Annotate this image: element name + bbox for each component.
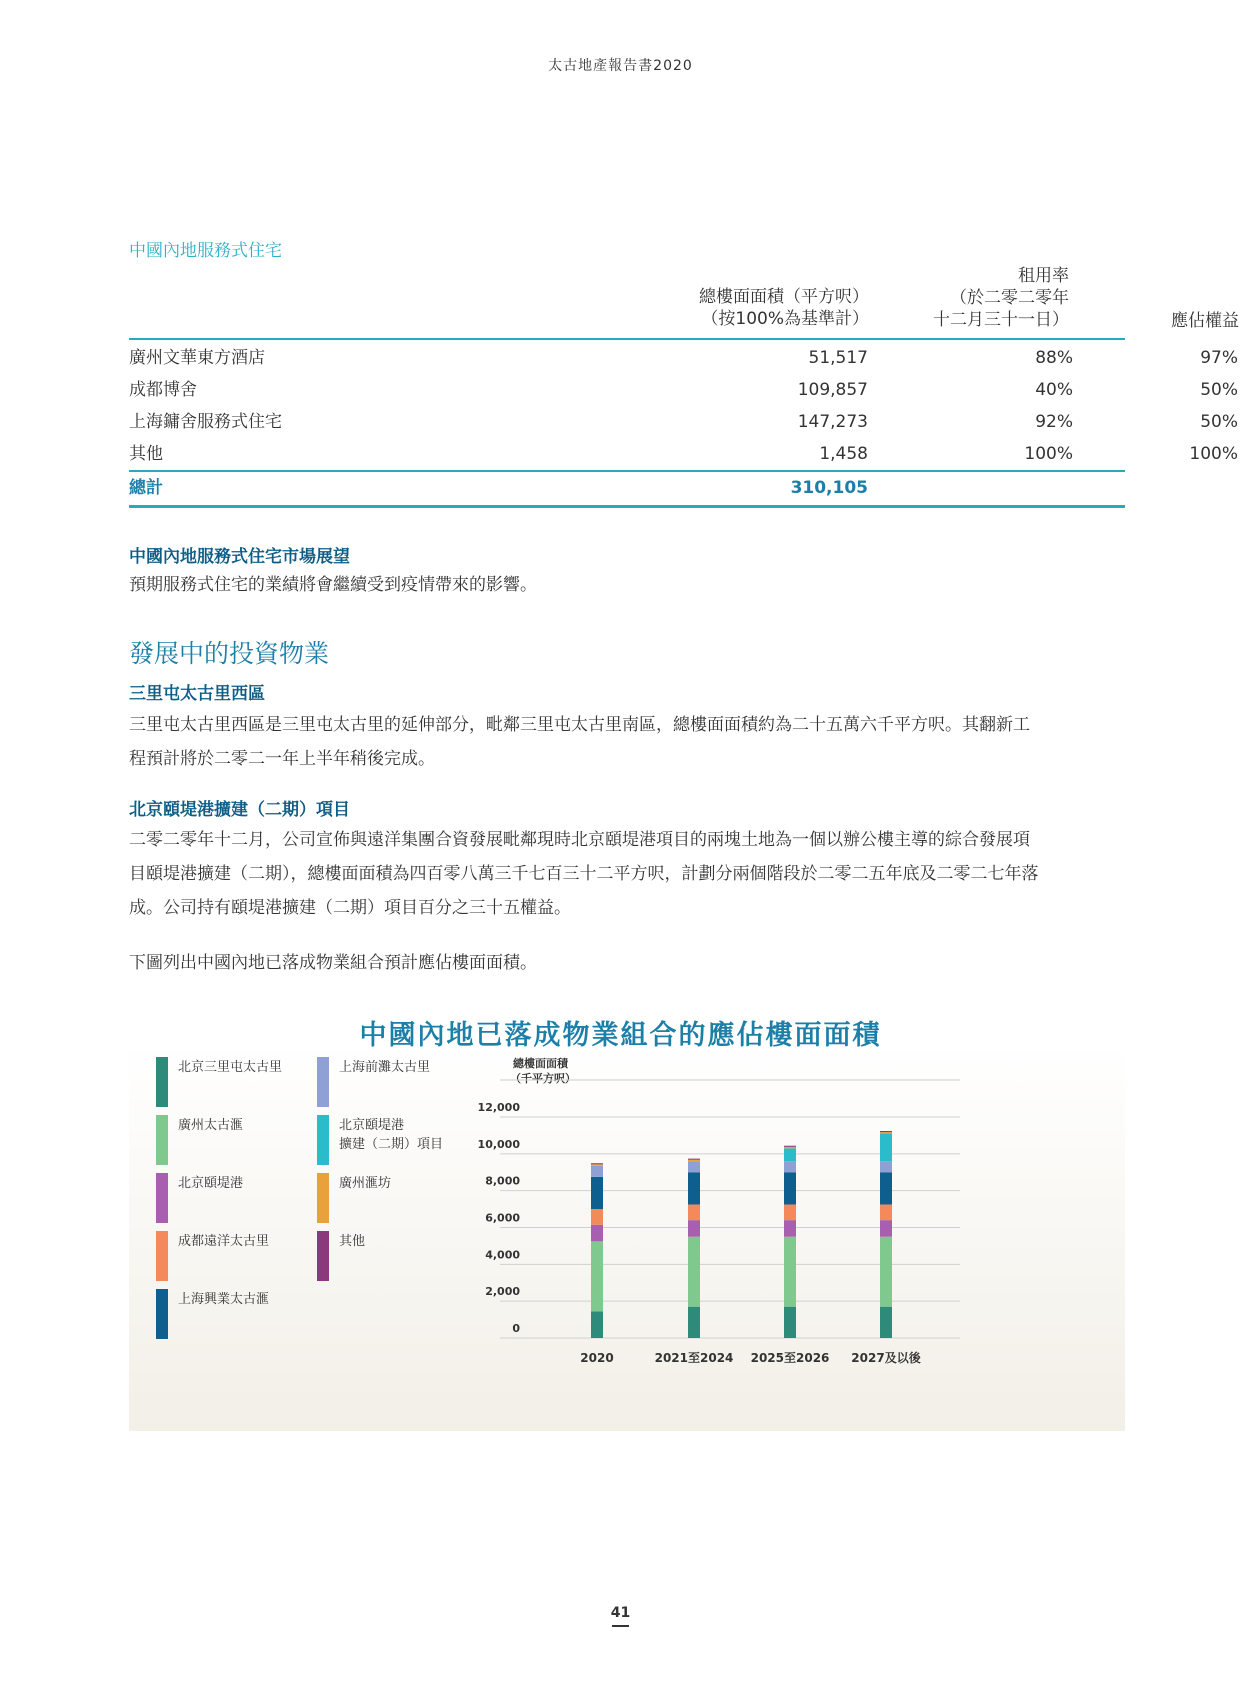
legend-label: 上海興業太古滙	[178, 1292, 270, 1307]
bar-segment	[880, 1131, 892, 1132]
column-header-gfa-line1: 總樓面面積（平方呎）	[699, 287, 869, 307]
interest-value: 100%	[1189, 444, 1238, 464]
stacked-bar-chart	[477, 1050, 1040, 1410]
paragraph-line: 目頤堤港擴建（二期），總樓面面積為四百零八萬三千七百三十二平方呎，計劃分兩個階段於二零二五年底及二零二七年落	[129, 864, 1039, 884]
bar-segment	[784, 1148, 796, 1161]
bar-segment	[688, 1204, 700, 1220]
table-bottom-rule	[129, 505, 1125, 508]
y-tick-label: 4,000	[485, 1248, 520, 1262]
property-name: 廣州文華東方酒店	[129, 348, 265, 368]
bar-segment	[880, 1132, 892, 1133]
x-tick-label: 2027及以後	[851, 1351, 921, 1365]
occupancy-value: 88%	[1035, 348, 1073, 368]
bar-segment	[880, 1204, 892, 1220]
interest-value: 50%	[1200, 412, 1238, 432]
bar-segment	[880, 1134, 892, 1162]
column-header-occupancy-line3: 十二月三十一日）	[933, 310, 1069, 330]
bar-segment	[688, 1237, 700, 1307]
legend-swatch	[156, 1115, 168, 1165]
bar-segment	[784, 1161, 796, 1172]
occupancy-value: 100%	[1024, 444, 1073, 464]
table-row	[129, 438, 1238, 470]
bar-segment	[688, 1172, 700, 1204]
bar-segment	[880, 1161, 892, 1172]
y-tick-label: 10,000	[477, 1137, 520, 1151]
bar-segment	[784, 1237, 796, 1307]
bar-segment	[688, 1220, 700, 1237]
bar-segment	[591, 1209, 603, 1225]
table-row	[129, 342, 1238, 374]
bar-segment	[880, 1220, 892, 1237]
legend-swatch	[317, 1173, 329, 1223]
bar-segment	[784, 1172, 796, 1204]
occupancy-value: 92%	[1035, 412, 1073, 432]
legend-label: 上海前灘太古里	[339, 1060, 431, 1075]
gfa-value: 109,857	[797, 380, 868, 400]
bar-segment	[591, 1241, 603, 1311]
bar-segment	[784, 1146, 796, 1147]
legend-label: 廣州太古滙	[178, 1118, 244, 1133]
legend-label: 其他	[339, 1234, 366, 1249]
bar-segment	[688, 1161, 700, 1172]
taikoo-west-paragraph	[129, 708, 1125, 776]
y-tick-label: 6,000	[485, 1211, 520, 1225]
chart-legend	[156, 1057, 456, 1347]
column-header-occupancy-line1: 租用率	[1018, 266, 1069, 286]
legend-swatch	[317, 1231, 329, 1281]
legend-swatch	[156, 1057, 168, 1107]
yidi-title: 北京頤堤港擴建（二期）項目	[129, 800, 350, 820]
y-tick-label: 2,000	[485, 1285, 520, 1299]
paragraph-line: 程預計將於二零二一年上半年稍後完成。	[129, 749, 435, 769]
interest-value: 97%	[1200, 348, 1238, 368]
legend-label: 北京頤堤港	[178, 1176, 244, 1191]
property-name: 上海鏞舍服務式住宅	[129, 412, 282, 432]
x-tick-label: 2020	[580, 1351, 614, 1365]
report-title: 太古地產報告書2020	[548, 58, 693, 74]
page-number: 41	[610, 1605, 631, 1621]
chart-title: 中國內地已落成物業組合的應佔樓面面積	[359, 1020, 882, 1051]
bar-segment	[591, 1225, 603, 1242]
column-header-interest: 應佔權益	[1171, 311, 1239, 331]
bar-segment	[880, 1237, 892, 1307]
paragraph-line: 成。公司持有頤堤港擴建（二期）項目百分之三十五權益。	[129, 898, 571, 918]
legend-swatch	[317, 1115, 329, 1165]
legend-swatch	[317, 1057, 329, 1107]
serviced-apartments-title: 中國內地服務式住宅	[129, 241, 282, 261]
bar-segment	[688, 1159, 700, 1160]
bar-segment	[784, 1307, 796, 1338]
property-name: 成都博舍	[129, 380, 197, 400]
bar-segment	[784, 1147, 796, 1148]
legend-label: 北京頤堤港 擴建（二期）項目	[339, 1118, 444, 1152]
development-title: 發展中的投資物業	[129, 639, 330, 668]
y-tick-label: 0	[512, 1322, 520, 1335]
chart-intro: 下圖列出中國內地已落成物業組合預計應佔樓面面積。	[129, 953, 537, 973]
table-row	[129, 406, 1238, 438]
legend-label: 成都遠洋太古里	[178, 1234, 270, 1249]
total-gfa: 310,105	[790, 478, 868, 498]
legend-swatch	[156, 1289, 168, 1339]
column-header-gfa-line2: （按100%為基準計）	[701, 309, 869, 329]
gfa-value: 147,273	[797, 412, 868, 432]
occupancy-value: 40%	[1035, 380, 1073, 400]
property-name: 其他	[129, 444, 163, 464]
bar-segment	[688, 1307, 700, 1338]
bar-segment	[591, 1177, 603, 1209]
interest-value: 50%	[1200, 380, 1238, 400]
bar-segment	[784, 1204, 796, 1220]
bar-segment	[591, 1164, 603, 1165]
legend-swatch	[156, 1231, 168, 1281]
bar-segment	[591, 1311, 603, 1338]
bar-segment	[784, 1220, 796, 1237]
page-number-underline	[612, 1625, 629, 1627]
y-tick-label: 12,000	[477, 1101, 520, 1114]
gfa-value: 1,458	[819, 444, 868, 464]
y-axis-label-line1: 總樓面面積	[513, 1057, 568, 1070]
column-header-occupancy-line2: （於二零二零年	[950, 288, 1069, 308]
yidi-paragraph	[129, 823, 1125, 925]
table-total-row	[129, 472, 1125, 504]
header-rule	[129, 338, 1125, 340]
outlook-title: 中國內地服務式住宅市場展望	[129, 547, 350, 567]
bar-segment	[880, 1172, 892, 1204]
bar-segment	[591, 1163, 603, 1164]
x-tick-label: 2021至2024	[654, 1351, 734, 1365]
paragraph-line: 二零二零年十二月，公司宣佈與遠洋集團合資發展毗鄰現時北京頤堤港項目的兩塊土地為一個以辦公樓主導的綜合發展項	[129, 830, 1030, 850]
legend-label: 北京三里屯太古里	[178, 1060, 283, 1075]
bar-segment	[880, 1307, 892, 1338]
x-tick-label: 2025至2026	[750, 1351, 830, 1365]
legend-label: 廣州滙坊	[339, 1176, 392, 1191]
y-axis-label-line2: （千平方呎）	[510, 1072, 576, 1085]
paragraph-line: 三里屯太古里西區是三里屯太古里的延伸部分，毗鄰三里屯太古里南區，總樓面面積約為二十五萬六千平方呎。其翻新工	[129, 715, 1030, 735]
legend-swatch	[156, 1173, 168, 1223]
y-tick-label: 8,000	[485, 1174, 520, 1188]
bar-segment	[688, 1160, 700, 1161]
total-label: 總計	[129, 478, 163, 498]
table-row	[129, 374, 1238, 406]
taikoo-west-title: 三里屯太古里西區	[129, 684, 265, 704]
gfa-value: 51,517	[808, 348, 868, 368]
bar-segment	[591, 1166, 603, 1177]
outlook-text: 預期服務式住宅的業績將會繼續受到疫情帶來的影響。	[129, 575, 537, 595]
